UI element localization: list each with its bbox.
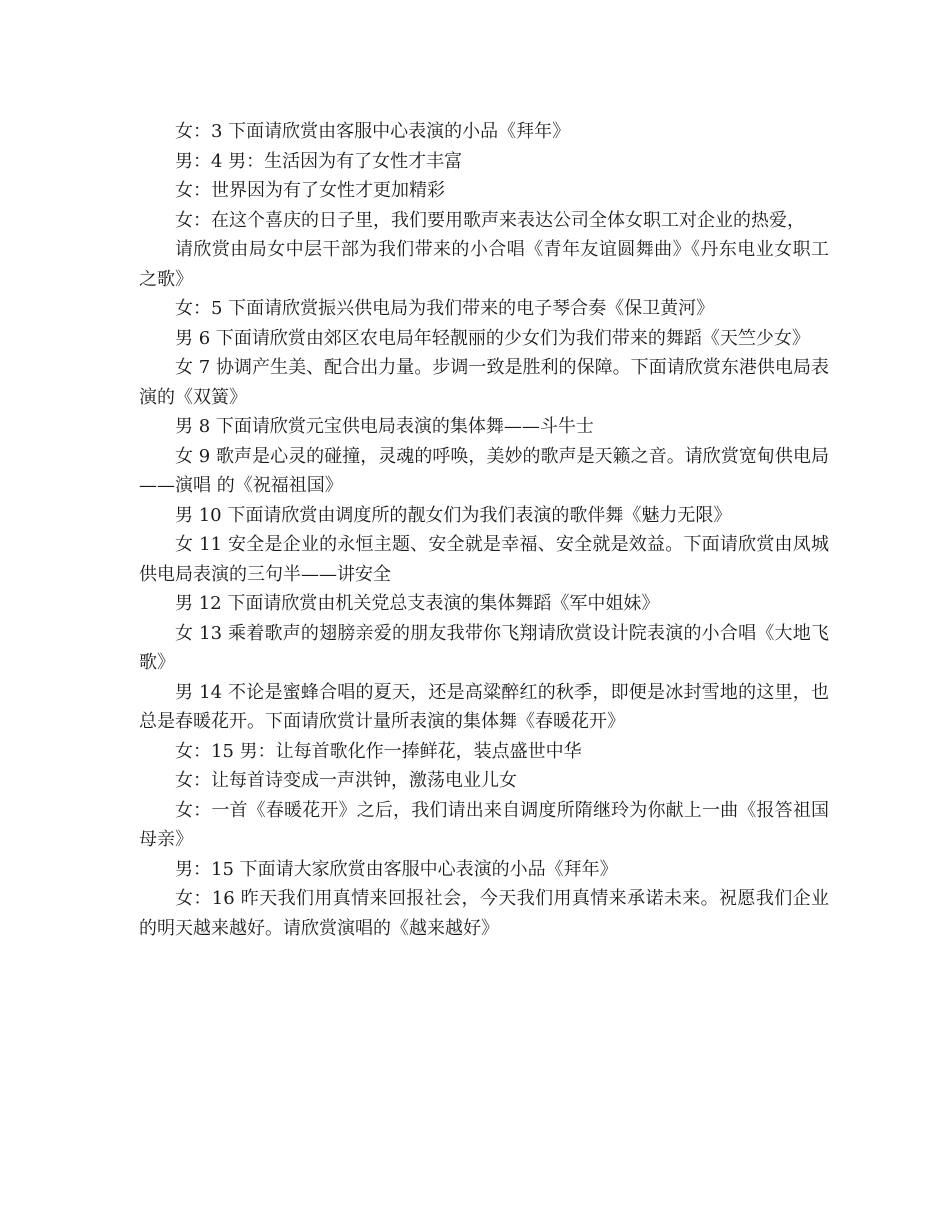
- paragraph: 女 7 协调产生美、配合出力量。步调一致是胜利的保障。下面请欣赏东港供电局表演的《双簧》: [139, 357, 829, 408]
- paragraph: 女：5 下面请欣赏振兴供电局为我们带来的电子琴合奏《保卫黄河》: [175, 298, 715, 319]
- paragraph: 女：16 昨天我们用真情来回报社会，今天我们用真情来承诺未来。祝愿我们企业的明天越来越好。请欣赏演唱的《越来越好》: [139, 888, 829, 939]
- paragraph: 女：在这个喜庆的日子里，我们要用歌声来表达公司全体女职工对企业的热爱，: [175, 209, 805, 231]
- paragraph: 女 9 歌声是心灵的碰撞，灵魂的呼唤，美妙的歌声是天籁之音。请欣赏宽甸供电局——演唱 的《祝福祖国》: [139, 445, 829, 496]
- paragraph: 男 10 下面请欣赏由调度所的靓女们为我们表演的歌伴舞《魅力无限》: [175, 504, 732, 526]
- paragraph: 女：3 下面请欣赏由客服中心表演的小品《拜年》: [175, 121, 571, 142]
- paragraph: 女 13 乘着歌声的翅膀亲爱的朋友我带你飞翔请欣赏设计院表演的小合唱《大地飞歌》: [139, 622, 829, 673]
- paragraph: 女：一首《春暖花开》之后，我们请出来自调度所隋继玲为你献上一曲《报答祖国母亲》: [139, 799, 829, 850]
- document-body: [139, 117, 829, 943]
- paragraph: 男 6 下面请欣赏由郊区农电局年轻靓丽的少女们为我们带来的舞蹈《天竺少女》: [175, 327, 810, 349]
- paragraph: 男 14 不论是蜜蜂合唱的夏天，还是高粱醉红的秋季，即便是冰封雪地的这里，也总是春暖花开。下面请欣赏计量所表演的集体舞《春暖花开》: [139, 681, 829, 732]
- paragraph: 女：世界因为有了女性才更加精彩: [175, 180, 445, 201]
- paragraph: 女：15 男：让每首歌化作一捧鲜花，装点盛世中华: [175, 740, 582, 762]
- paragraph: 男：15 下面请大家欣赏由客服中心表演的小品《拜年》: [175, 858, 618, 880]
- paragraph: 女 11 安全是企业的永恒主题、安全就是幸福、安全就是效益。下面请欣赏由凤城供电局表演的三句半——讲安全: [139, 534, 829, 585]
- paragraph: 女：让每首诗变成一声洪钟，激荡电业儿女: [175, 770, 517, 791]
- paragraph: 男 8 下面请欣赏元宝供电局表演的集体舞——斗牛士: [175, 416, 594, 437]
- paragraph: 男：4 男：生活因为有了女性才丰富: [175, 150, 463, 172]
- paragraph: 男 12 下面请欣赏由机关党总支表演的集体舞蹈《军中姐妹》: [175, 593, 660, 614]
- paragraph: 请欣赏由局女中层干部为我们带来的小合唱《青年友谊圆舞曲》《丹东电业女职工之歌》: [139, 239, 829, 290]
